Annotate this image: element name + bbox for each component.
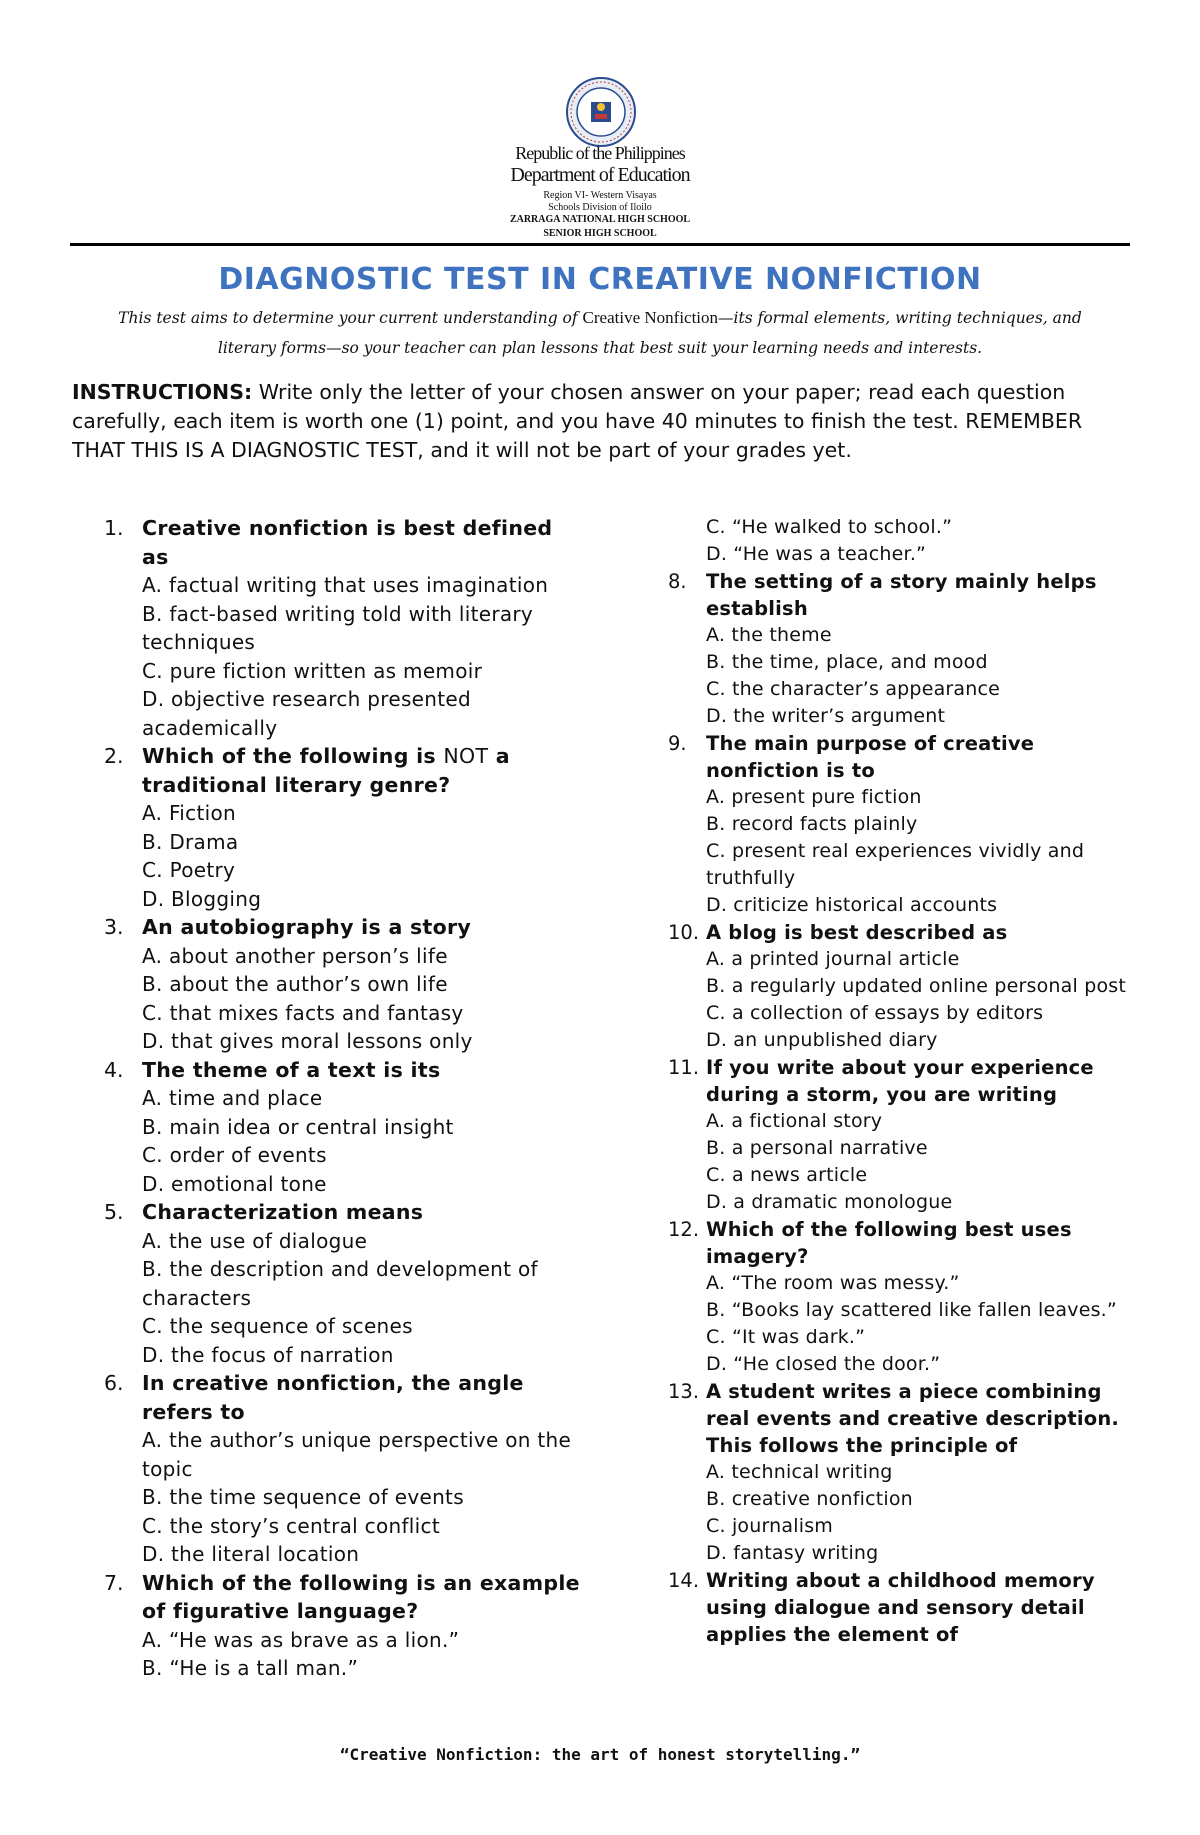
question-stem: The theme of a text is its: [142, 1057, 441, 1082]
question-stem: Which of the following is an example of figurative language?: [142, 1570, 580, 1623]
option-d: D. “He closed the door.”: [706, 1353, 941, 1375]
option-b: B. about the author’s own life: [142, 972, 448, 996]
option-d: D. that gives moral lessons only: [142, 1029, 473, 1053]
stem-not: NOT: [443, 744, 489, 768]
question-number: 2.: [104, 744, 124, 768]
option-a: A. the use of dialogue: [142, 1228, 368, 1253]
aim-subject: Creative Nonfiction: [582, 308, 719, 327]
question-5: [104, 1198, 584, 1369]
option-b: B. a personal narrative: [706, 1137, 928, 1159]
option-c: C. pure fiction written as memoir: [142, 658, 483, 683]
question-14: [668, 1567, 1130, 1648]
question-stem: If you write about your experience during a storm, you are writing: [706, 1056, 1094, 1106]
question-number: 4.: [104, 1057, 124, 1082]
question-10: [668, 919, 1130, 1054]
option-c: C. the character’s appearance: [706, 678, 1001, 700]
stem-part-1: Which of the following is: [142, 744, 444, 768]
option-b: B. the description and development of characters: [142, 1257, 538, 1310]
footer-quote: “Creative Nonfiction: the art of honest storytelling.”: [339, 1745, 861, 1764]
question-number: 10.: [668, 921, 700, 944]
option-b: B. record facts plainly: [706, 813, 918, 835]
option-a: A. factual writing that uses imagination: [142, 573, 549, 597]
instructions: [72, 378, 1132, 465]
question-number: 6.: [104, 1371, 124, 1395]
option-b: B. the time sequence of events: [142, 1485, 464, 1509]
question-stem: [142, 742, 584, 799]
option-c: C. a news article: [706, 1164, 868, 1186]
question-9: [668, 730, 1130, 919]
option-a: A. Fiction: [142, 801, 236, 825]
deped-seal-icon: [565, 76, 637, 148]
question-stem: An autobiography is a story: [142, 915, 472, 939]
option-a: A. present pure fiction: [706, 786, 922, 808]
school-name: ZARRAGA NATIONAL HIGH SCHOOL: [509, 214, 691, 225]
question-6: [104, 1369, 584, 1569]
option-b: B. Drama: [142, 829, 239, 854]
question-2: [104, 742, 584, 913]
option-a: A. time and place: [142, 1086, 323, 1110]
question-number: 3.: [104, 915, 124, 939]
question-13: [668, 1378, 1130, 1567]
question-11: [668, 1054, 1130, 1216]
header-divider: [70, 243, 1130, 246]
option-c: C. a collection of essays by editors: [706, 1002, 1044, 1024]
question-1: [104, 514, 584, 742]
option-d: D. “He was a teacher.”: [706, 543, 927, 565]
question-number: 11.: [668, 1056, 700, 1079]
option-d: D. Blogging: [142, 886, 262, 911]
question-4: [104, 1056, 584, 1199]
question-stem: Writing about a childhood memory using dialogue and sensory detail applies the element of: [706, 1569, 1095, 1646]
question-stem: In creative nonfiction, the angle refers to: [142, 1371, 524, 1424]
option-c: C. order of events: [142, 1143, 327, 1167]
test-aim: [90, 303, 1110, 363]
option-c: C. the sequence of scenes: [142, 1314, 413, 1338]
option-c: C. present real experiences vividly and truthfully: [706, 840, 1085, 889]
department-heading: Department of Education: [510, 164, 690, 186]
question-stem: Which of the following best uses imagery?: [706, 1218, 1072, 1268]
option-d: D. the focus of narration: [142, 1342, 394, 1367]
option-c: C. journalism: [706, 1515, 834, 1537]
instructions-label: INSTRUCTIONS:: [72, 380, 253, 404]
option-b: B. creative nonfiction: [706, 1488, 913, 1510]
option-a: A. the theme: [706, 624, 832, 646]
option-c: C. “He walked to school.”: [706, 516, 953, 538]
question-stem: Creative nonfiction is best defined as: [142, 516, 553, 569]
aim-text-1: This test aims to determine your current understanding of: [118, 309, 583, 327]
option-a: A. “The room was messy.”: [706, 1272, 960, 1294]
question-7: [104, 1569, 584, 1683]
option-b: B. “He is a tall man.”: [142, 1656, 359, 1680]
option-b: B. “Books lay scattered like fallen leaves.”: [706, 1299, 1117, 1321]
option-d: D. emotional tone: [142, 1171, 327, 1196]
stem-part-2: a traditional literary genre?: [142, 744, 510, 797]
option-b: B. the time, place, and mood: [706, 651, 988, 673]
aim-text-2: —its formal elements, writing techniques, and literary forms—so your teacher can plan lessons that best suit your learning needs and interests.: [217, 309, 1082, 357]
option-a: A. a fictional story: [706, 1110, 883, 1132]
question-stem: Characterization means: [142, 1200, 424, 1224]
question-12: [668, 1216, 1130, 1378]
page-title: DIAGNOSTIC TEST IN CREATIVE NONFICTION: [218, 262, 982, 297]
option-d: D. the literal location: [142, 1542, 360, 1566]
option-c: C. that mixes facts and fantasy: [142, 1000, 464, 1025]
region-label: Region VI- Western Visayas: [543, 190, 657, 201]
question-number: 8.: [668, 570, 687, 593]
question-8: [668, 568, 1130, 730]
option-d: D. fantasy writing: [706, 1542, 879, 1564]
division-label: Schools Division of Iloilo: [548, 202, 652, 213]
school-level: SENIOR HIGH SCHOOL: [543, 228, 657, 239]
question-3: [104, 913, 584, 1056]
question-stem: The setting of a story mainly helps establish: [706, 570, 1097, 620]
question-stem: The main purpose of creative nonfiction is to: [706, 732, 1035, 782]
option-b: B. a regularly updated online personal post: [706, 975, 1127, 997]
option-c: C. the story’s central conflict: [142, 1513, 440, 1538]
question-number: 14.: [668, 1569, 700, 1592]
question-number: 1.: [104, 516, 124, 540]
option-b: B. main idea or central insight: [142, 1114, 454, 1139]
question-number: 9.: [668, 732, 687, 755]
option-d: D. criticize historical accounts: [706, 894, 998, 916]
question-number: 7.: [104, 1570, 124, 1595]
question-stem: A student writes a piece combining real events and creative description. This follows the principle of: [706, 1380, 1120, 1457]
left-column: [104, 514, 584, 1683]
question-number: 13.: [668, 1380, 700, 1403]
option-a: A. the author’s unique perspective on the topic: [142, 1428, 572, 1481]
option-b: B. fact-based writing told with literary techniques: [142, 601, 534, 654]
option-d: D. an unpublished diary: [706, 1029, 938, 1051]
option-d: D. a dramatic monologue: [706, 1191, 953, 1213]
instructions-text: Write only the letter of your chosen answer on your paper; read each question carefully, each item is worth one (1) point, and you have 40 minutes to finish the test. REMEMBER THAT THIS IS A DIAGNOSTIC TEST, and it will not be part of your grades yet.: [72, 380, 1083, 462]
question-number: 12.: [668, 1218, 700, 1241]
option-a: A. “He was as brave as a lion.”: [142, 1627, 460, 1652]
option-d: D. the writer’s argument: [706, 705, 946, 727]
option-a: A. technical writing: [706, 1461, 893, 1483]
question-stem: A blog is best described as: [706, 921, 1008, 944]
option-c: C. “It was dark.”: [706, 1326, 866, 1348]
option-c: C. Poetry: [142, 858, 236, 882]
option-a: A. about another person’s life: [142, 943, 448, 968]
republic-heading: Republic of the Philippines: [515, 143, 685, 163]
option-d: D. objective research presented academically: [142, 687, 472, 740]
option-a: A. a printed journal article: [706, 948, 960, 970]
right-column: [668, 514, 1130, 1648]
question-number: 5.: [104, 1200, 124, 1224]
